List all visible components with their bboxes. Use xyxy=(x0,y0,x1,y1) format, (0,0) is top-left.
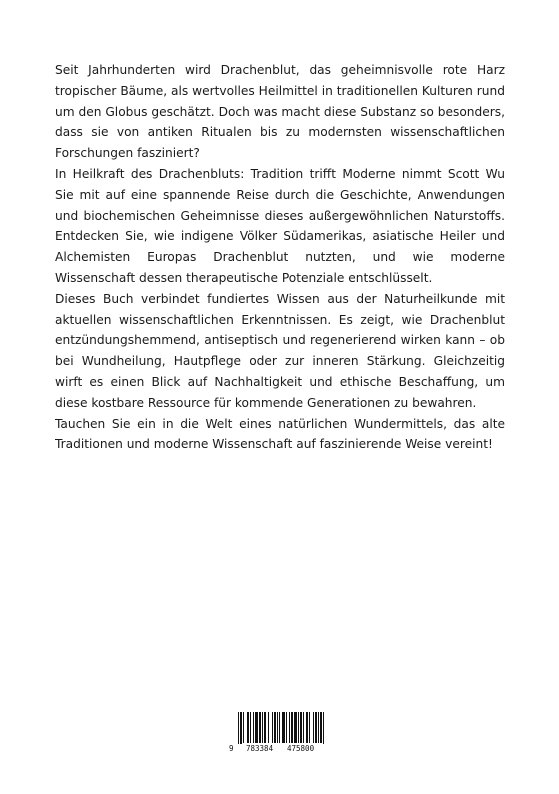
barcode-bar xyxy=(253,712,254,743)
barcode-bar xyxy=(294,712,297,743)
barcode-bar xyxy=(264,712,266,743)
barcode-bar xyxy=(243,712,244,743)
barcode-bar xyxy=(277,712,278,743)
blurb-paragraph-2: In Heilkraft des Drachenbluts: Tradition trifft Moderne nimmt Scott Wu Sie mit auf eine spannende Reise durch die Geschichte, Anwendungen und biochemischen Geheimnisse dieses außergewöhnlichen Naturstoffs. Entdecken Sie, wie indigene Völker Südamerikas, asiatische Heiler und Alchemisten Europas Drachenblut nutzten, und wie moderne Wissenschaft dessen therapeutische Potenziale entschlüsselt. xyxy=(55,166,505,285)
barcode-right-group: 475800 xyxy=(287,744,315,753)
isbn-barcode xyxy=(228,712,332,754)
barcode-bar xyxy=(303,712,304,743)
barcode-bar xyxy=(298,712,299,743)
blurb-paragraph-3: Dieses Buch verbindet fundiertes Wissen aus der Naturheilkunde mit aktuellen wissenschaftlichen Erkenntnissen. Es zeigt, wie Drachenblut entzündungshemmend, antiseptisch und regenerierend wirken kann – ob bei Wundheilung, Hautpflege oder zur inneren Stärkung. Gleichzeitig wirft es einen Blick auf Nachhaltigkeit und ethische Beschaffung, um diese kostbare Ressource für kommende Generationen zu bewahren. xyxy=(55,291,505,410)
barcode-bar xyxy=(250,712,251,743)
barcode-bar xyxy=(289,712,290,743)
barcode-bar xyxy=(291,712,293,743)
barcode-bar xyxy=(255,712,258,743)
barcode-bar xyxy=(282,712,285,743)
barcode-bar xyxy=(320,712,322,743)
barcode-bar xyxy=(318,712,319,743)
barcode-bar xyxy=(309,712,310,743)
barcode-bar xyxy=(315,712,317,743)
barcode-bar xyxy=(313,712,314,743)
barcode-lead-digit: 9 xyxy=(229,744,234,753)
barcode-bar xyxy=(262,712,263,743)
barcode-bars xyxy=(228,712,332,748)
barcode-bar xyxy=(268,712,269,743)
barcode-bar xyxy=(247,712,249,743)
barcode-bar xyxy=(306,712,308,743)
barcode-bar xyxy=(259,712,261,743)
barcode-left-group: 783384 xyxy=(246,744,274,753)
back-cover-blurb xyxy=(55,60,505,455)
barcode-bar xyxy=(272,712,273,743)
barcode-bar xyxy=(238,712,239,748)
blurb-paragraph-1: Seit Jahrhunderten wird Drachenblut, das geheimnisvolle rote Harz tropischer Bäume, als wertvolles Heilmittel in traditionellen Kulturen rund um den Globus geschätzt. Doch was macht diese Substanz so besonders, dass sie von antiken Ritualen bis zu modernsten wissenschaftlichen Forschungen fasziniert? xyxy=(55,63,505,161)
barcode-digits xyxy=(228,744,332,754)
blurb-paragraph-4: Tauchen Sie ein in die Welt eines natürlichen Wundermittels, das alte Traditionen und moderne Wissenschaft auf faszinierende Weise vereint! xyxy=(55,416,505,452)
barcode-bar xyxy=(279,712,280,743)
barcode-bar xyxy=(323,712,324,748)
barcode-bar xyxy=(240,712,242,748)
barcode-bar xyxy=(274,712,276,743)
barcode-bar xyxy=(286,712,287,743)
barcode-bar xyxy=(300,712,302,743)
